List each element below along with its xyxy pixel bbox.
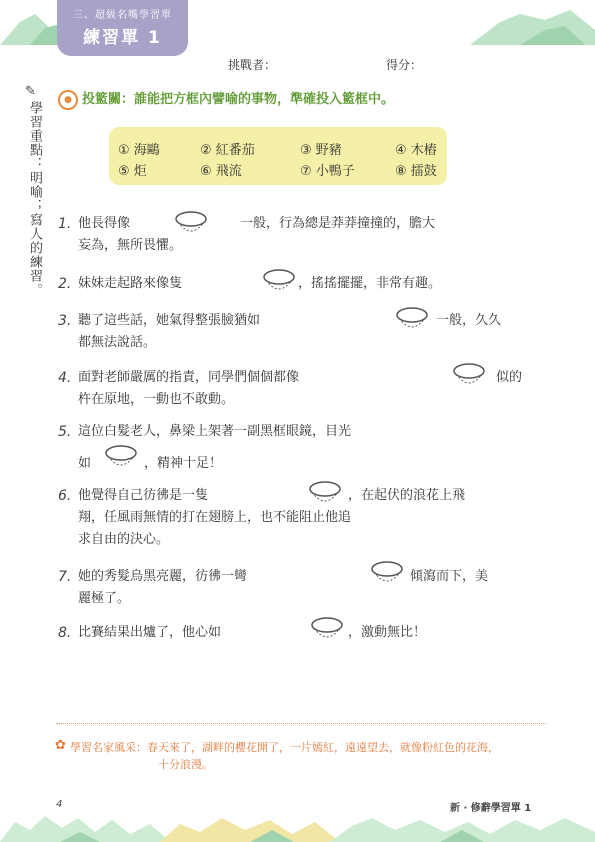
item-text: 這位白髮老人，鼻梁上架著一副黑框眼鏡，目光 bbox=[78, 424, 352, 439]
item-text: ，激動無比！ bbox=[348, 625, 427, 640]
item-text: 如 bbox=[78, 456, 92, 471]
basket-answer-slot[interactable] bbox=[308, 480, 342, 506]
item-number: 3. bbox=[58, 313, 72, 329]
item-text: 他覺得自己彷彿是一隻 bbox=[78, 488, 209, 503]
score-field: 得分： bbox=[386, 58, 423, 72]
word-bank-item: ③ 野豬 bbox=[300, 143, 342, 158]
word-bank-item: ② 紅番茄 bbox=[200, 143, 255, 158]
pencil-icon: ✎ bbox=[25, 84, 36, 99]
item-text: ，在起伏的浪花上飛 bbox=[348, 488, 466, 503]
word-bank-item: ⑦ 小鴨子 bbox=[300, 164, 355, 179]
basket-answer-slot[interactable] bbox=[395, 306, 429, 332]
section-label: 三、超級名嘴學習單 bbox=[73, 10, 172, 21]
basket-answer-slot[interactable] bbox=[452, 362, 486, 388]
divider bbox=[56, 723, 546, 724]
item-text: 求自由的決心。 bbox=[78, 532, 170, 547]
challenger-field: 挑戰者： bbox=[228, 58, 277, 72]
item-text: 一般，久久 bbox=[436, 313, 502, 328]
word-bank bbox=[109, 127, 447, 185]
famous-author-quote bbox=[70, 739, 499, 773]
learning-focus-text: 學習重點：明喻；寫人的練習。 bbox=[27, 101, 42, 297]
item-text: 比賽結果出爐了，他心如 bbox=[78, 625, 222, 640]
basket-answer-slot[interactable] bbox=[104, 444, 138, 470]
page-title: 練習單 1 bbox=[83, 28, 162, 48]
word-bank-item: ⑥ 飛流 bbox=[200, 164, 242, 179]
word-bank-item: ① 海鷗 bbox=[118, 143, 160, 158]
basketball-icon: ● bbox=[58, 90, 78, 110]
flower-icon: ✿ bbox=[55, 738, 66, 753]
item-number: 8. bbox=[58, 625, 72, 641]
item-text: ，精神十足！ bbox=[144, 456, 223, 471]
quote-line: 十分浪漫。 bbox=[158, 758, 213, 771]
quote-line: 學習名家風采：春天來了，湖畔的櫻花開了，一片嫣紅，遠遠望去，就像粉紅色的花海， bbox=[70, 741, 499, 754]
basket-answer-slot[interactable] bbox=[174, 210, 208, 236]
page-number: 4 bbox=[56, 799, 63, 810]
item-text: 傾瀉而下，美 bbox=[410, 569, 489, 584]
header-tab bbox=[57, 0, 188, 56]
item-number: 7. bbox=[58, 569, 72, 585]
basket-answer-slot[interactable] bbox=[310, 616, 344, 642]
item-text: 翔，任風雨無情的打在翅膀上，也不能阻止他追 bbox=[78, 510, 352, 525]
item-text: 都無法說話。 bbox=[78, 335, 157, 350]
item-text: 他長得像 bbox=[78, 216, 131, 231]
task-instruction bbox=[58, 88, 394, 110]
item-number: 4. bbox=[58, 370, 72, 386]
item-number: 1. bbox=[58, 216, 72, 232]
item-text: 一般，行為總是莽莽撞撞的，膽大 bbox=[240, 216, 436, 231]
footer-title: 新 · 修辭學習單 1 bbox=[450, 803, 532, 814]
item-number: 5. bbox=[58, 424, 72, 440]
item-text: 麗極了。 bbox=[78, 591, 131, 606]
item-text: 似的 bbox=[496, 370, 523, 385]
item-text: 她的秀髮烏黑亮麗，彷彿一彎 bbox=[78, 569, 248, 584]
item-number: 6. bbox=[58, 488, 72, 504]
basket-answer-slot[interactable] bbox=[262, 268, 296, 294]
item-text: 聽了這些話，她氣得整張臉猶如 bbox=[78, 313, 261, 328]
word-bank-item: ④ 木樁 bbox=[395, 143, 437, 158]
item-text: 面對老師嚴厲的指責，同學們個個都像 bbox=[78, 370, 300, 385]
item-number: 2. bbox=[58, 276, 72, 292]
word-bank-item: ⑤ 炬 bbox=[118, 164, 147, 179]
item-text: 妹妹走起路來像隻 bbox=[78, 276, 183, 291]
bottom-hills-decoration bbox=[0, 812, 595, 842]
word-bank-item: ⑧ 擂鼓 bbox=[395, 164, 437, 179]
item-text: ，搖搖擺擺，非常有趣。 bbox=[298, 276, 442, 291]
basket-answer-slot[interactable] bbox=[370, 560, 404, 586]
item-text: 杵在原地，一動也不敢動。 bbox=[78, 392, 235, 407]
learning-focus-sidebar bbox=[25, 84, 45, 301]
item-text: 妄為，無所畏懼。 bbox=[78, 238, 183, 253]
task-text: 投籃關：誰能把方框內譬喻的事物，準確投入籃框中。 bbox=[82, 92, 395, 107]
